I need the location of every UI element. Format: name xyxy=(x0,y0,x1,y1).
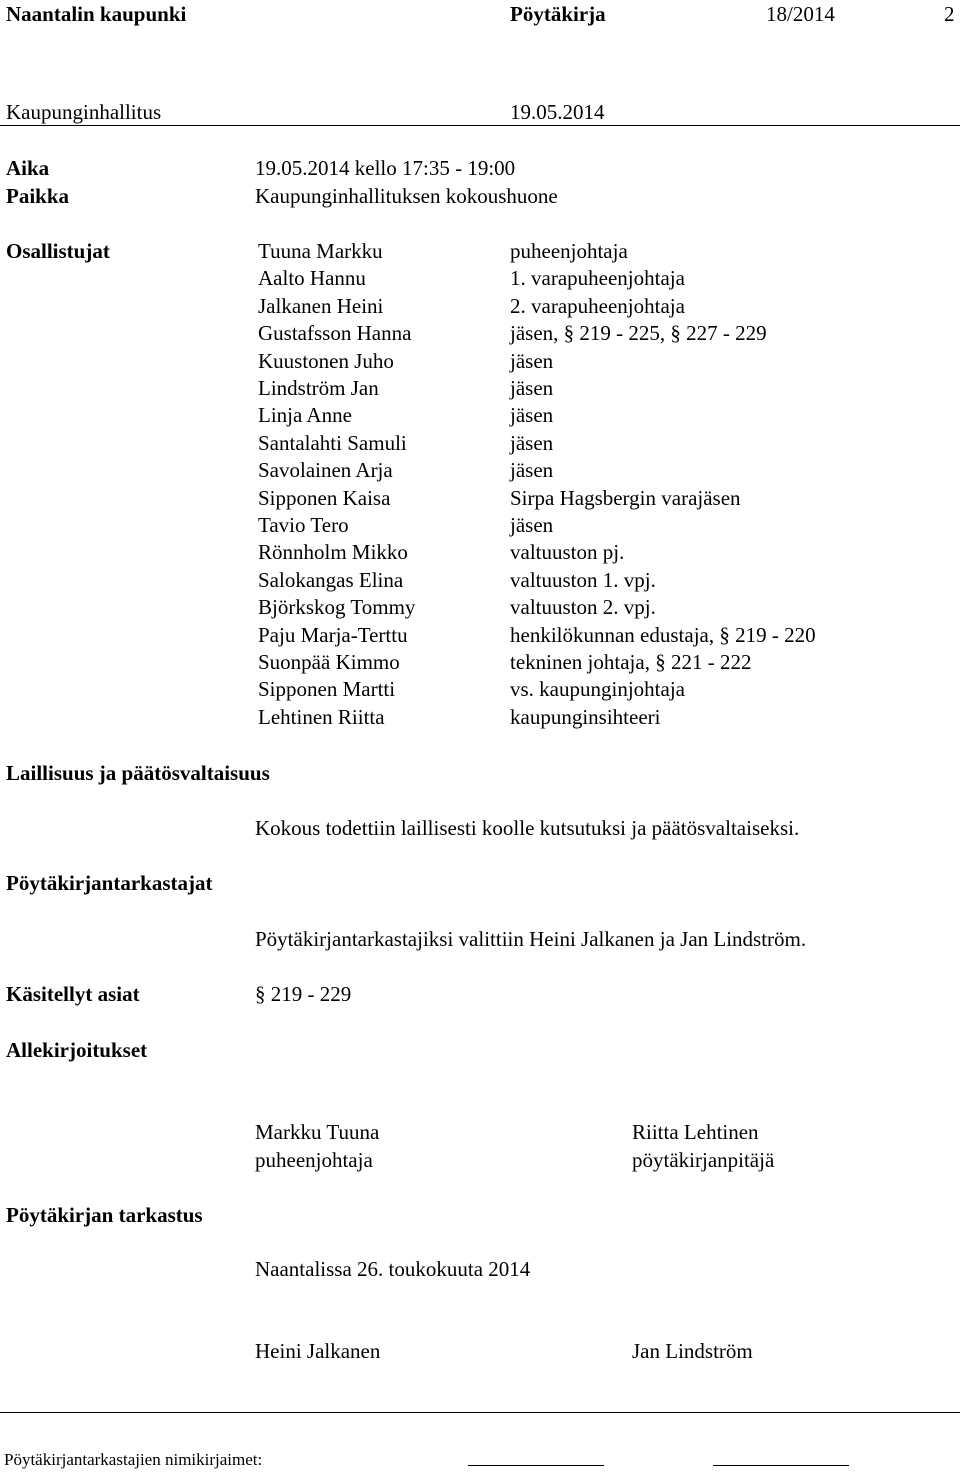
participant-name: Jalkanen Heini xyxy=(258,294,384,318)
participant-role: jäsen xyxy=(510,403,554,427)
signature-left-role: puheenjohtaja xyxy=(255,1148,373,1172)
participant-name: Linja Anne xyxy=(258,403,352,427)
participant-role: puheenjohtaja xyxy=(510,239,628,263)
initials-line-1 xyxy=(468,1465,604,1466)
participant-role: tekninen johtaja, § 221 - 222 xyxy=(510,650,752,674)
header-org: Naantalin kaupunki xyxy=(6,2,187,26)
participant-role: henkilökunnan edustaja, § 219 - 220 xyxy=(510,623,816,647)
participant-name: Santalahti Samuli xyxy=(258,431,407,455)
participant-name: Tavio Tero xyxy=(258,513,349,537)
review-left-name: Heini Jalkanen xyxy=(255,1339,381,1363)
legality-label: Laillisuus ja päätösvaltaisuus xyxy=(6,761,270,785)
participant-role: 1. varapuheenjohtaja xyxy=(510,266,685,290)
time-value: 19.05.2014 kello 17:35 - 19:00 xyxy=(255,156,516,180)
participant-role: jäsen, § 219 - 225, § 227 - 229 xyxy=(510,321,767,345)
participant-role: jäsen xyxy=(510,513,554,537)
participant-name: Paju Marja-Terttu xyxy=(258,623,408,647)
legality-text: Kokous todettiin laillisesti koolle kutsutuksi ja päätösvaltaiseksi. xyxy=(255,816,800,840)
participant-name: Salokangas Elina xyxy=(258,568,404,592)
meeting-body: Kaupunginhallitus xyxy=(6,100,162,124)
participant-name: Tuuna Markku xyxy=(258,239,383,263)
participant-role: jäsen xyxy=(510,349,554,373)
items-value: § 219 - 229 xyxy=(255,982,352,1006)
meeting-date: 19.05.2014 xyxy=(510,100,605,124)
footer-divider xyxy=(0,1412,960,1413)
participants-label: Osallistujat xyxy=(6,239,110,263)
time-label: Aika xyxy=(6,156,50,180)
participant-role: 2. varapuheenjohtaja xyxy=(510,294,685,318)
footer-initials-label: Pöytäkirjantarkastajien nimikirjaimet: xyxy=(4,1450,263,1469)
initials-line-2 xyxy=(713,1465,849,1466)
participant-role: valtuuston 2. vpj. xyxy=(510,595,656,619)
review-place-date: Naantalissa 26. toukokuuta 2014 xyxy=(255,1257,531,1281)
participant-name: Björkskog Tommy xyxy=(258,595,416,619)
header-page-number: 2 xyxy=(944,2,955,26)
participant-name: Savolainen Arja xyxy=(258,458,393,482)
participant-name: Lehtinen Riitta xyxy=(258,705,385,729)
header-doc-number: 18/2014 xyxy=(766,2,835,26)
signature-right-role: pöytäkirjanpitäjä xyxy=(632,1148,775,1172)
participant-role: Sirpa Hagsbergin varajäsen xyxy=(510,486,741,510)
participant-role: vs. kaupunginjohtaja xyxy=(510,677,685,701)
review-right-name: Jan Lindström xyxy=(632,1339,753,1363)
participant-name: Lindström Jan xyxy=(258,376,379,400)
review-label: Pöytäkirjan tarkastus xyxy=(6,1203,203,1227)
participant-role: kaupunginsihteeri xyxy=(510,705,661,729)
signature-right-name: Riitta Lehtinen xyxy=(632,1120,759,1144)
place-label: Paikka xyxy=(6,184,70,208)
examiners-text: Pöytäkirjantarkastajiksi valittiin Heini Jalkanen ja Jan Lindström. xyxy=(255,927,807,951)
participant-name: Gustafsson Hanna xyxy=(258,321,412,345)
participant-role: jäsen xyxy=(510,376,554,400)
place-value: Kaupunginhallituksen kokoushuone xyxy=(255,184,558,208)
participant-name: Rönnholm Mikko xyxy=(258,540,408,564)
participant-role: valtuuston 1. vpj. xyxy=(510,568,656,592)
signature-left-name: Markku Tuuna xyxy=(255,1120,380,1144)
signatures-label: Allekirjoitukset xyxy=(6,1038,148,1062)
participant-role: valtuuston pj. xyxy=(510,540,625,564)
participant-name: Aalto Hannu xyxy=(258,266,366,290)
header-doc-type: Pöytäkirja xyxy=(510,2,606,26)
participant-role: jäsen xyxy=(510,431,554,455)
participant-role: jäsen xyxy=(510,458,554,482)
examiners-label: Pöytäkirjantarkastajat xyxy=(6,871,213,895)
items-label: Käsitellyt asiat xyxy=(6,982,140,1006)
participant-name: Suonpää Kimmo xyxy=(258,650,400,674)
header-divider xyxy=(0,125,960,126)
participant-name: Kuustonen Juho xyxy=(258,349,394,373)
participant-name: Sipponen Kaisa xyxy=(258,486,391,510)
participant-name: Sipponen Martti xyxy=(258,677,396,701)
